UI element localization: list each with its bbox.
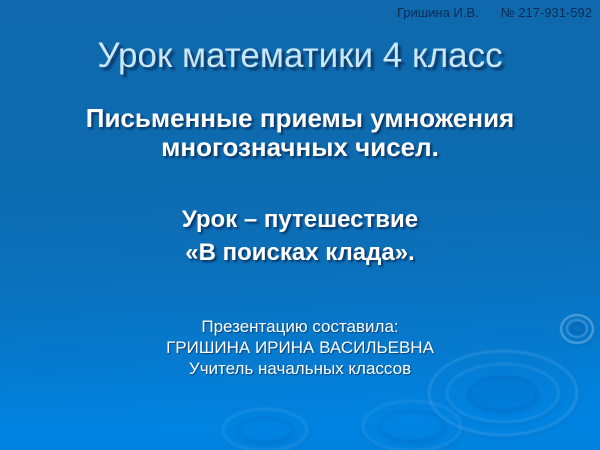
credits-block (0, 316, 600, 379)
slide-subtitle (0, 104, 600, 162)
slide-title: Урок математики 4 класс (97, 36, 503, 75)
water-ripple-bottom-left-icon (222, 408, 308, 450)
ripple-ring (379, 410, 445, 442)
subtitle-line-1: Письменные приемы умножения (85, 103, 515, 133)
ripple-ring (362, 400, 462, 450)
ripple-ring (237, 417, 293, 443)
ripple-ring (222, 408, 308, 450)
ripple-ring (468, 376, 538, 412)
author-name: Гришина И.В. (396, 5, 479, 20)
author-number: № 217-931-592 (500, 5, 592, 20)
credits-line-3: Учитель начальных классов (188, 359, 412, 378)
lesson-type-block (0, 203, 600, 269)
lesson-type-line-2: «В поисках клада». (185, 239, 415, 266)
subtitle-line-2: многозначных чисел. (161, 132, 439, 162)
slide-header (397, 5, 592, 20)
water-ripple-bottom-mid-icon (362, 400, 462, 450)
credits-line-1: Презентацию составила: (201, 317, 399, 336)
lesson-type-line-1: Урок – путешествие (181, 206, 419, 233)
credits-line-2: ГРИШИНА ИРИНА ВАСИЛЬЕВНА (166, 338, 434, 357)
